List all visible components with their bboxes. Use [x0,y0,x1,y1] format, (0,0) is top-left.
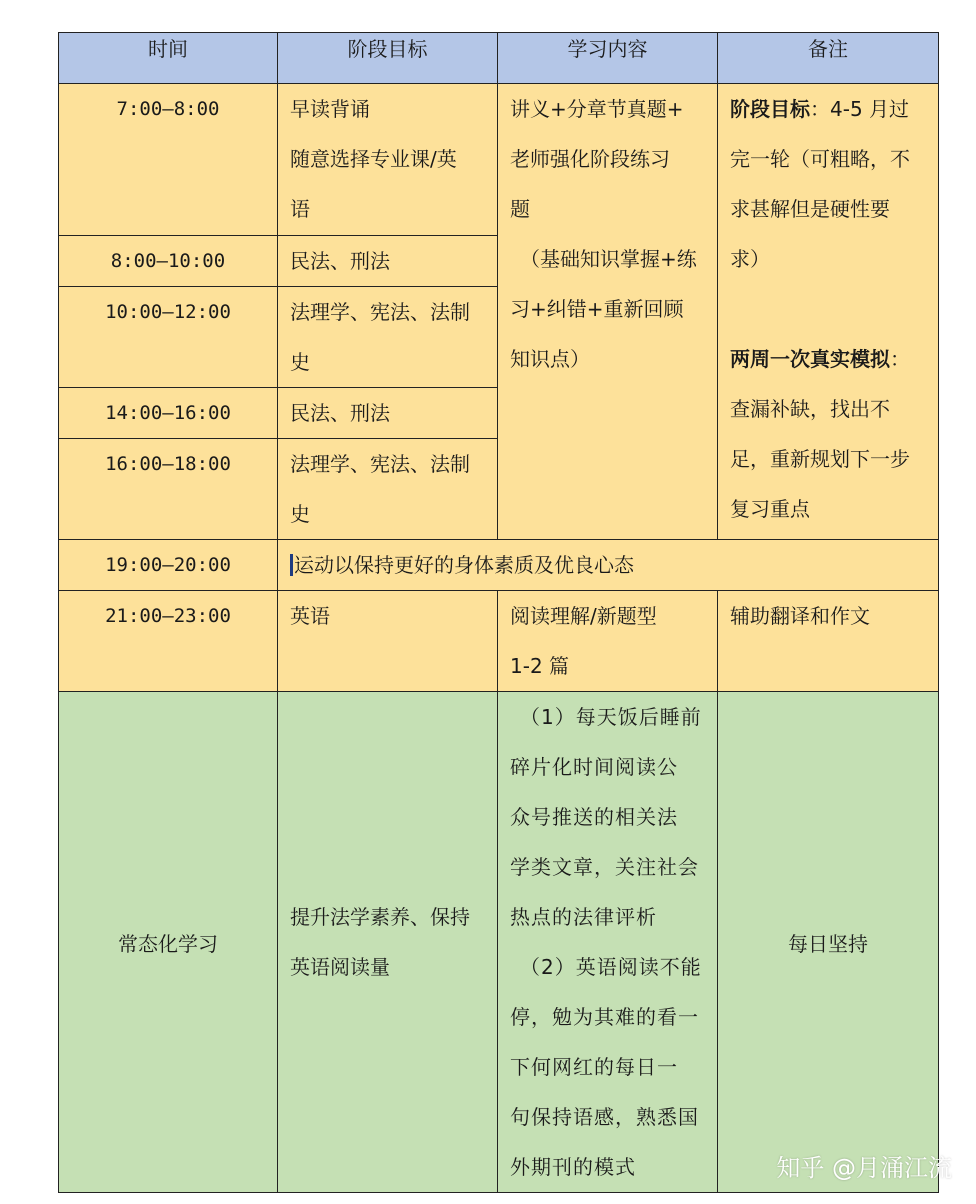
watermark: 知乎 @月涌江流 [776,1154,952,1182]
table-row [59,591,939,692]
routine-label-cell: 常态化学习 [59,692,278,1193]
text-cursor [290,554,293,576]
header-time: 时间 [59,33,278,84]
study-plan-table [58,32,939,1193]
exercise-cell: 运动以保持更好的身体素质及优良心态 [278,540,939,591]
goal-cell: 早读背诵 随意选择专业课/英 语 [278,84,498,236]
note-cell: 每日坚持 [718,692,939,1193]
content-cell: 讲义+分章节真题+ 老师强化阶段练习 题 （基础知识掌握+练 习+纠错+重新回顾 知识点） [498,84,718,540]
note-label-goal: 阶段目标 [730,97,810,121]
header-row [59,33,939,84]
time-cell: 21:00—23:00 [59,591,278,692]
time-cell: 10:00—12:00 [59,287,278,388]
header-goal: 阶段目标 [278,33,498,84]
time-cell: 14:00—16:00 [59,388,278,439]
goal-cell: 法理学、宪法、法制 史 [278,287,498,388]
table-row [59,540,939,591]
note-cell: 阶段目标：4-5 月过 完一轮（可粗略，不 求甚解但是硬性要 求） 两周一次真实模拟： 查漏补缺，找出不 足，重新规划下一步 复习重点 [718,84,939,540]
table-row [59,84,939,236]
content-cell: 阅读理解/新题型 1-2 篇 [498,591,718,692]
note-cell: 辅助翻译和作文 [718,591,939,692]
table-row [59,692,939,1193]
time-cell: 7:00—8:00 [59,84,278,236]
goal-cell: 英语 [278,591,498,692]
time-cell: 19:00—20:00 [59,540,278,591]
goal-cell: 民法、刑法 [278,236,498,287]
goal-cell: 提升法学素养、保持 英语阅读量 [278,692,498,1193]
time-cell: 16:00—18:00 [59,439,278,540]
time-cell: 8:00—10:00 [59,236,278,287]
goal-cell: 法理学、宪法、法制 史 [278,439,498,540]
header-content: 学习内容 [498,33,718,84]
goal-cell: 民法、刑法 [278,388,498,439]
header-note: 备注 [718,33,939,84]
content-cell: （1）每天饭后睡前 碎片化时间阅读公 众号推送的相关法 学类文章，关注社会 热点的法律评析 （2）英语阅读不能 停，勉为其难的看一 下何网红的每日一 句保持语感，熟悉国 外期刊的模式 [498,692,718,1193]
note-label-mock: 两周一次真实模拟 [730,347,890,371]
